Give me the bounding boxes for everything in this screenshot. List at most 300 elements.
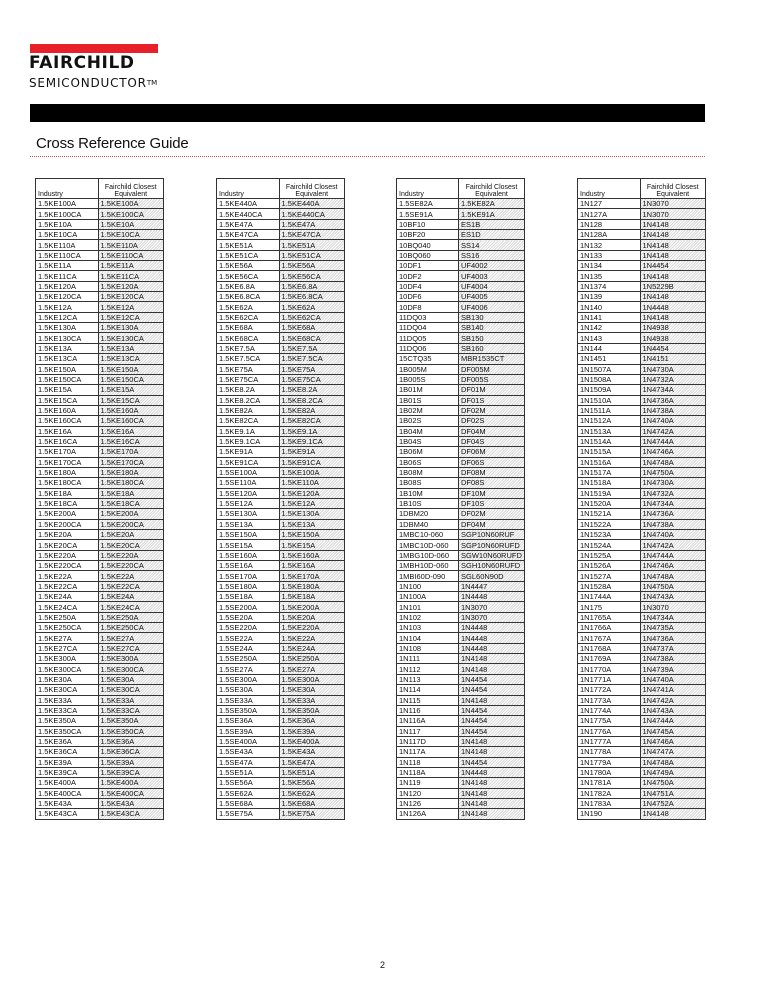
table-row bbox=[36, 612, 164, 622]
fairchild-equivalent: 1.5KE250A bbox=[279, 654, 344, 664]
fairchild-equivalent: 1.5KE18A bbox=[98, 488, 163, 498]
table-row bbox=[397, 798, 525, 808]
industry-part-number: 1.5KE33CA bbox=[36, 705, 99, 715]
industry-part-number: 10BF20 bbox=[397, 230, 459, 240]
fairchild-equivalent: 1N4734A bbox=[640, 385, 706, 395]
industry-part-number: 1.5SE130A bbox=[217, 509, 280, 519]
fairchild-equivalent: 1N4148 bbox=[459, 654, 525, 664]
industry-part-number: 1N127A bbox=[578, 209, 641, 219]
table-row bbox=[578, 788, 706, 798]
fairchild-equivalent: 1.5KE22CA bbox=[98, 581, 163, 591]
table-row bbox=[36, 467, 164, 477]
industry-part-number: 1.5SE120A bbox=[217, 488, 280, 498]
table-row bbox=[36, 343, 164, 353]
industry-part-number: 1N117A bbox=[397, 747, 459, 757]
table-row bbox=[578, 654, 706, 664]
table-row bbox=[578, 498, 706, 508]
industry-part-number: 1N1510A bbox=[578, 395, 641, 405]
table-row bbox=[578, 623, 706, 633]
fairchild-equivalent: SGP10N60RUFD bbox=[459, 540, 525, 550]
industry-part-number: 1.5KE400CA bbox=[36, 788, 99, 798]
table-row bbox=[217, 498, 345, 508]
industry-part-number: 1.5KE30CA bbox=[36, 685, 99, 695]
fairchild-equivalent: UF4005 bbox=[459, 292, 525, 302]
table-row bbox=[578, 602, 706, 612]
fairchild-equivalent: UF4003 bbox=[459, 271, 525, 281]
industry-header: Industry bbox=[397, 179, 459, 199]
fairchild-equivalent: 1.5KE27CA bbox=[98, 643, 163, 653]
industry-part-number: 1.5KE33A bbox=[36, 695, 99, 705]
fairchild-equivalent: 1.5KE43CA bbox=[98, 809, 163, 819]
table-row bbox=[397, 281, 525, 291]
fairchild-equivalent: 1N4454 bbox=[459, 716, 525, 726]
fairchild-equivalent: 1N4454 bbox=[640, 343, 706, 353]
table-row bbox=[397, 623, 525, 633]
fairchild-equivalent: UF4004 bbox=[459, 281, 525, 291]
fairchild-equivalent: 1N4938 bbox=[640, 323, 706, 333]
industry-part-number: 1N1783A bbox=[578, 798, 641, 808]
table-row bbox=[397, 426, 525, 436]
table-row bbox=[578, 374, 706, 384]
table-row bbox=[36, 395, 164, 405]
industry-part-number: 1.5KE10A bbox=[36, 219, 99, 229]
fairchild-equivalent: 1N4148 bbox=[459, 788, 525, 798]
industry-part-number: 1N133 bbox=[578, 250, 641, 260]
fairchild-equivalent: DF005M bbox=[459, 364, 525, 374]
table-row bbox=[217, 354, 345, 364]
table-row bbox=[36, 757, 164, 767]
table-row bbox=[217, 509, 345, 519]
fairchild-equivalent: 1.5KE20CA bbox=[98, 540, 163, 550]
industry-part-number: 1.5KE22A bbox=[36, 571, 99, 581]
fairchild-equivalent: 1N4746A bbox=[640, 561, 706, 571]
fairchild-equivalent: DF10M bbox=[459, 488, 525, 498]
industry-part-number: 1.5KE100CA bbox=[36, 209, 99, 219]
industry-part-number: 1.5SE16A bbox=[217, 561, 280, 571]
industry-part-number: 1N128 bbox=[578, 219, 641, 229]
table-row bbox=[217, 530, 345, 540]
fairchild-equivalent: 1.5KE150CA bbox=[98, 374, 163, 384]
industry-part-number: 1.5SE56A bbox=[217, 778, 280, 788]
table-row bbox=[578, 457, 706, 467]
industry-part-number: 1.5SE200A bbox=[217, 602, 280, 612]
fairchild-equivalent: 1.5KE16CA bbox=[98, 436, 163, 446]
industry-part-number: 1.5KE180A bbox=[36, 467, 99, 477]
fairchild-equivalent: 1N4448 bbox=[459, 592, 525, 602]
fairchild-equivalent: 1N4740A bbox=[640, 674, 706, 684]
industry-part-number: 1N1374 bbox=[578, 281, 641, 291]
fairchild-equivalent: 1N4744A bbox=[640, 716, 706, 726]
fairchild-equivalent: 1N3070 bbox=[640, 199, 706, 209]
industry-part-number: 1MBI60D-090 bbox=[397, 571, 459, 581]
industry-part-number: 1B08S bbox=[397, 478, 459, 488]
table-row bbox=[217, 716, 345, 726]
fairchild-equivalent: 1.5KE27A bbox=[98, 633, 163, 643]
fairchild-equivalent: 1.5KE440CA bbox=[279, 209, 344, 219]
industry-part-number: 1N1771A bbox=[578, 674, 641, 684]
fairchild-equivalent: 1.5KE12CA bbox=[98, 312, 163, 322]
industry-part-number: 1N1769A bbox=[578, 654, 641, 664]
fairchild-equivalent: 1N4738A bbox=[640, 654, 706, 664]
table-row bbox=[397, 550, 525, 560]
industry-part-number: 1.5KE39A bbox=[36, 757, 99, 767]
table-row bbox=[36, 385, 164, 395]
fairchild-equivalent: 1N4454 bbox=[459, 674, 525, 684]
table-row bbox=[217, 705, 345, 715]
table-row bbox=[217, 592, 345, 602]
table-row bbox=[217, 395, 345, 405]
table-row bbox=[578, 436, 706, 446]
fairchild-equivalent: 1.5KE75CA bbox=[279, 374, 344, 384]
industry-part-number: 1.5KE200CA bbox=[36, 519, 99, 529]
fairchild-equivalent: 1.5KE220A bbox=[98, 550, 163, 560]
industry-part-number: 1.5KE100A bbox=[36, 199, 99, 209]
fairchild-equivalent: 1N4749A bbox=[640, 767, 706, 777]
table-row bbox=[397, 778, 525, 788]
table-row bbox=[578, 674, 706, 684]
fairchild-equivalent: 1.5KE10A bbox=[98, 219, 163, 229]
fairchild-equivalent: 1N4730A bbox=[640, 364, 706, 374]
fairchild-equivalent: 1.5KE18A bbox=[279, 592, 344, 602]
table-row bbox=[397, 530, 525, 540]
fairchild-equivalent: 1.5KE180CA bbox=[98, 478, 163, 488]
industry-part-number: 1N119 bbox=[397, 778, 459, 788]
fairchild-equivalent: 1.5KE82CA bbox=[279, 416, 344, 426]
industry-header: Industry bbox=[217, 179, 280, 199]
fairchild-equivalent: 1N4447 bbox=[459, 581, 525, 591]
industry-part-number: 1N1520A bbox=[578, 498, 641, 508]
table-row bbox=[578, 798, 706, 808]
industry-part-number: 1.5SE350A bbox=[217, 705, 280, 715]
industry-part-number: 1N1778A bbox=[578, 747, 641, 757]
fairchild-equivalent: 1.5KE13CA bbox=[98, 354, 163, 364]
industry-part-number: 1MBH10D-060 bbox=[397, 561, 459, 571]
table-row bbox=[397, 261, 525, 271]
industry-part-number: 1.5KE16CA bbox=[36, 436, 99, 446]
industry-part-number: 1N1524A bbox=[578, 540, 641, 550]
table-row bbox=[217, 416, 345, 426]
table-row bbox=[397, 333, 525, 343]
industry-part-number: 1N116 bbox=[397, 705, 459, 715]
table-row bbox=[397, 467, 525, 477]
fairchild-equivalent: 1.5KE300A bbox=[279, 674, 344, 684]
industry-part-number: 1B02S bbox=[397, 416, 459, 426]
table-row bbox=[36, 530, 164, 540]
fairchild-equivalent: 1.5KE43A bbox=[98, 798, 163, 808]
table-row bbox=[397, 385, 525, 395]
table-row bbox=[36, 374, 164, 384]
table-row bbox=[578, 240, 706, 250]
table-row bbox=[36, 281, 164, 291]
table-row bbox=[36, 457, 164, 467]
table-row bbox=[217, 767, 345, 777]
fairchild-equivalent: 1N4737A bbox=[640, 643, 706, 653]
table-row bbox=[217, 571, 345, 581]
industry-part-number: 1N1522A bbox=[578, 519, 641, 529]
industry-part-number: 1.5KE75CA bbox=[217, 374, 280, 384]
fairchild-equivalent: 1N4742A bbox=[640, 695, 706, 705]
industry-part-number: 1N1517A bbox=[578, 467, 641, 477]
industry-part-number: 1N139 bbox=[578, 292, 641, 302]
industry-part-number: 1.5SE22A bbox=[217, 633, 280, 643]
table-row bbox=[578, 519, 706, 529]
industry-part-number: 1.5SE400A bbox=[217, 736, 280, 746]
industry-part-number: 1.5KE22CA bbox=[36, 581, 99, 591]
industry-part-number: 1.5KE130A bbox=[36, 323, 99, 333]
industry-part-number: 15CTQ35 bbox=[397, 354, 459, 364]
industry-part-number: 1.5KE350CA bbox=[36, 726, 99, 736]
industry-part-number: 1N1523A bbox=[578, 530, 641, 540]
fairchild-equivalent: 1.5KE36A bbox=[98, 736, 163, 746]
industry-part-number: 1.5KE120CA bbox=[36, 292, 99, 302]
industry-part-number: 1.5SE30A bbox=[217, 685, 280, 695]
fairchild-equivalent: 1.5KE47A bbox=[279, 219, 344, 229]
industry-part-number: 1.5SE20A bbox=[217, 612, 280, 622]
table-row bbox=[578, 488, 706, 498]
industry-part-number: 1.5SE18A bbox=[217, 592, 280, 602]
fairchild-equivalent: 1N3070 bbox=[640, 209, 706, 219]
fairchild-equivalent: 1N4736A bbox=[640, 633, 706, 643]
cross-reference-table bbox=[216, 178, 345, 820]
industry-part-number: 1.5SE47A bbox=[217, 757, 280, 767]
industry-part-number: 1.5KE82A bbox=[217, 405, 280, 415]
industry-part-number: 1.5SE160A bbox=[217, 550, 280, 560]
fairchild-equivalent: 1N4750A bbox=[640, 581, 706, 591]
fairchild-equivalent: 1N4734A bbox=[640, 498, 706, 508]
table-row bbox=[36, 788, 164, 798]
page-title: Cross Reference Guide bbox=[36, 135, 189, 152]
fairchild-equivalent: 1N4454 bbox=[640, 261, 706, 271]
fairchild-equivalent: 1.5KE220CA bbox=[98, 561, 163, 571]
industry-part-number: 1MBC10D-060 bbox=[397, 540, 459, 550]
industry-part-number: 1N1511A bbox=[578, 405, 641, 415]
table-row bbox=[217, 757, 345, 767]
fairchild-equivalent: 1.5KE22A bbox=[98, 571, 163, 581]
fairchild-equivalent: 1.5KE400A bbox=[279, 736, 344, 746]
industry-part-number: 1B04M bbox=[397, 426, 459, 436]
industry-part-number: 1B10M bbox=[397, 488, 459, 498]
table-row bbox=[397, 488, 525, 498]
fairchild-equivalent: SB150 bbox=[459, 333, 525, 343]
industry-header: Industry bbox=[36, 179, 99, 199]
header-rule bbox=[30, 104, 705, 122]
industry-part-number: 1N1528A bbox=[578, 581, 641, 591]
table-row bbox=[578, 323, 706, 333]
table-row bbox=[578, 281, 706, 291]
table-row bbox=[397, 498, 525, 508]
fairchild-equivalent: 1N4148 bbox=[459, 778, 525, 788]
industry-part-number: 10BQ040 bbox=[397, 240, 459, 250]
table-row bbox=[217, 230, 345, 240]
table-row bbox=[578, 219, 706, 229]
fairchild-equivalent: 1.5KE33CA bbox=[98, 705, 163, 715]
table-row bbox=[397, 323, 525, 333]
fairchild-equivalent: 1.5KE130A bbox=[279, 509, 344, 519]
industry-part-number: 1.5KE18A bbox=[36, 488, 99, 498]
fairchild-equivalent: 1N3070 bbox=[459, 602, 525, 612]
fairchild-equivalent: 1N4148 bbox=[459, 809, 525, 819]
fairchild-equivalent: 1.5KE170A bbox=[98, 447, 163, 457]
fairchild-equivalent: 1N4148 bbox=[640, 809, 706, 819]
industry-part-number: 1N116A bbox=[397, 716, 459, 726]
industry-part-number: 1.5KE11CA bbox=[36, 271, 99, 281]
table-row bbox=[578, 478, 706, 488]
fairchild-equivalent: 1.5KE91A bbox=[459, 209, 525, 219]
fairchild-equivalent: 1N4448 bbox=[459, 623, 525, 633]
industry-part-number: 1.5KE10CA bbox=[36, 230, 99, 240]
table-row bbox=[217, 250, 345, 260]
table-row bbox=[578, 685, 706, 695]
industry-part-number: 10DF6 bbox=[397, 292, 459, 302]
fairchild-equivalent: 1.5KE82A bbox=[459, 199, 525, 209]
table-row bbox=[36, 312, 164, 322]
industry-part-number: 1.5KE9.1CA bbox=[217, 436, 280, 446]
fairchild-equivalent: 1.5KE39A bbox=[279, 726, 344, 736]
fairchild-equivalent: 1N4750A bbox=[640, 778, 706, 788]
industry-part-number: 1.5KE56A bbox=[217, 261, 280, 271]
fairchild-equivalent: 1.5KE300CA bbox=[98, 664, 163, 674]
industry-part-number: 1N1515A bbox=[578, 447, 641, 457]
industry-part-number: 1N1518A bbox=[578, 478, 641, 488]
industry-part-number: 1N118A bbox=[397, 767, 459, 777]
table-row bbox=[397, 457, 525, 467]
table-row bbox=[578, 612, 706, 622]
fairchild-equivalent: 1N3070 bbox=[459, 612, 525, 622]
industry-part-number: 1.5KE160A bbox=[36, 405, 99, 415]
industry-part-number: 1.5KE82CA bbox=[217, 416, 280, 426]
fairchild-equivalent: 1.5KE15CA bbox=[98, 395, 163, 405]
industry-part-number: 1B10S bbox=[397, 498, 459, 508]
industry-part-number: 1.5SE300A bbox=[217, 674, 280, 684]
table-row bbox=[578, 581, 706, 591]
table-row bbox=[217, 240, 345, 250]
table-row bbox=[397, 716, 525, 726]
fairchild-equivalent: 1.5KE75A bbox=[279, 364, 344, 374]
industry-part-number: 1.5KE440CA bbox=[217, 209, 280, 219]
industry-part-number: 1N103 bbox=[397, 623, 459, 633]
fairchild-equivalent: 1.5KE75A bbox=[279, 809, 344, 819]
fairchild-equivalent: 1.5KE300A bbox=[98, 654, 163, 664]
fairchild-equivalent: 1.5KE350A bbox=[98, 716, 163, 726]
fairchild-equivalent: 1N4148 bbox=[640, 271, 706, 281]
fairchild-equivalent: 1.5KE120A bbox=[98, 281, 163, 291]
fairchild-equivalent: 1N4746A bbox=[640, 447, 706, 457]
industry-part-number: 1N1772A bbox=[578, 685, 641, 695]
industry-part-number: 1B005S bbox=[397, 374, 459, 384]
table-row bbox=[36, 705, 164, 715]
fairchild-equivalent: 1N4742A bbox=[640, 540, 706, 550]
fairchild-equivalent: 1.5KE170CA bbox=[98, 457, 163, 467]
industry-part-number: 1.5KE150A bbox=[36, 364, 99, 374]
table-row bbox=[397, 209, 525, 219]
fairchild-equivalent: 1.5KE10CA bbox=[98, 230, 163, 240]
table-row bbox=[36, 509, 164, 519]
fairchild-equivalent: UF4006 bbox=[459, 302, 525, 312]
brand-subtitle-text: SEMICONDUCTOR bbox=[29, 76, 147, 90]
table-row bbox=[217, 685, 345, 695]
table-row bbox=[578, 426, 706, 436]
fairchild-equivalent: 1.5KE39A bbox=[98, 757, 163, 767]
fairchild-equivalent: 1.5KE33A bbox=[98, 695, 163, 705]
fairchild-equivalent: 1.5KE6.8CA bbox=[279, 292, 344, 302]
fairchild-equivalent: 1N4743A bbox=[640, 705, 706, 715]
table-row bbox=[217, 199, 345, 209]
industry-part-number: 1.5KE16A bbox=[36, 426, 99, 436]
fairchild-equivalent: DF04M bbox=[459, 519, 525, 529]
industry-part-number: 1.5KE12A bbox=[36, 302, 99, 312]
table-row bbox=[397, 302, 525, 312]
table-row bbox=[397, 643, 525, 653]
fairchild-equivalent: 1.5KE400CA bbox=[98, 788, 163, 798]
industry-part-number: 10DF8 bbox=[397, 302, 459, 312]
table-row bbox=[36, 716, 164, 726]
industry-part-number: 1.5KE180CA bbox=[36, 478, 99, 488]
industry-part-number: 1N175 bbox=[578, 602, 641, 612]
table-row bbox=[36, 292, 164, 302]
industry-part-number: 1.5KE9.1A bbox=[217, 426, 280, 436]
table-row bbox=[578, 405, 706, 415]
table-row bbox=[36, 685, 164, 695]
industry-part-number: 1N1779A bbox=[578, 757, 641, 767]
fairchild-equivalent: DF04S bbox=[459, 436, 525, 446]
industry-part-number: 1B02M bbox=[397, 405, 459, 415]
table-row bbox=[397, 674, 525, 684]
table-row bbox=[36, 354, 164, 364]
industry-part-number: 1N1507A bbox=[578, 364, 641, 374]
fairchild-equivalent: 1N4736A bbox=[640, 509, 706, 519]
industry-part-number: 1.5KE110A bbox=[36, 240, 99, 250]
table-row bbox=[217, 581, 345, 591]
fairchild-equivalent: 1.5KE62CA bbox=[279, 312, 344, 322]
industry-part-number: 1N102 bbox=[397, 612, 459, 622]
fairchild-equivalent: 1.5KE68CA bbox=[279, 333, 344, 343]
table-row bbox=[397, 509, 525, 519]
industry-part-number: 1N1770A bbox=[578, 664, 641, 674]
table-row bbox=[578, 726, 706, 736]
table-row bbox=[578, 385, 706, 395]
industry-header: Industry bbox=[578, 179, 641, 199]
industry-part-number: 10BF10 bbox=[397, 219, 459, 229]
industry-part-number: 1.5KE56CA bbox=[217, 271, 280, 281]
fairchild-equivalent: 1N4148 bbox=[640, 240, 706, 250]
fairchild-equivalent: SB160 bbox=[459, 343, 525, 353]
fairchild-equivalent: 1.5KE12A bbox=[98, 302, 163, 312]
fairchild-equivalent: DF04M bbox=[459, 426, 525, 436]
fairchild-equivalent: 1N4746A bbox=[640, 736, 706, 746]
fairchild-equivalent: 1N4448 bbox=[640, 302, 706, 312]
industry-part-number: 1N1525A bbox=[578, 550, 641, 560]
brand-subtitle bbox=[29, 76, 157, 90]
fairchild-equivalent: 1.5KE150A bbox=[279, 530, 344, 540]
table-row bbox=[397, 240, 525, 250]
fairchild-equivalent: 1.5KE180A bbox=[98, 467, 163, 477]
table-row bbox=[36, 478, 164, 488]
industry-part-number: 1.5KE13CA bbox=[36, 354, 99, 364]
table-row bbox=[36, 364, 164, 374]
fairchild-equivalent: 1N4148 bbox=[640, 250, 706, 260]
table-row bbox=[36, 623, 164, 633]
fairchild-equivalent: 1N4148 bbox=[459, 747, 525, 757]
industry-part-number: 1.5SE62A bbox=[217, 788, 280, 798]
industry-part-number: 1.5KE43A bbox=[36, 798, 99, 808]
table-row bbox=[217, 364, 345, 374]
fairchild-equivalent: 1N4734A bbox=[640, 612, 706, 622]
table-row bbox=[397, 612, 525, 622]
fairchild-equivalent: 1N4743A bbox=[640, 592, 706, 602]
fairchild-equivalent: 1.5KE68A bbox=[279, 798, 344, 808]
industry-part-number: 1N1782A bbox=[578, 788, 641, 798]
industry-part-number: 1.5KE18CA bbox=[36, 498, 99, 508]
